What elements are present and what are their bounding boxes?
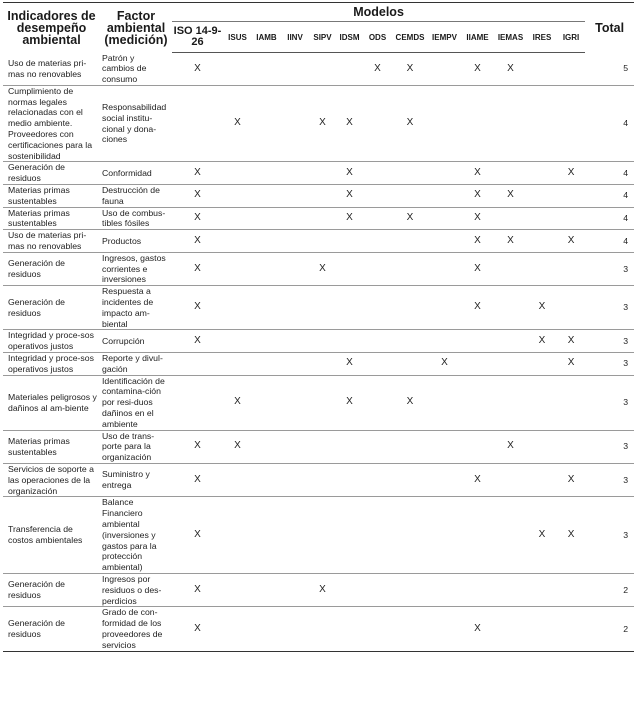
model-mark-cell: X: [336, 353, 363, 376]
model-mark-cell: X: [172, 497, 223, 574]
model-code-header: IIAME: [461, 22, 494, 53]
indicator-cell: Generación de residuos: [3, 573, 100, 606]
indicator-cell: Materias primas sustentables: [3, 185, 100, 208]
model-mark-cell: X: [527, 497, 557, 574]
model-mark-cell: [557, 573, 585, 606]
model-mark-cell: X: [336, 185, 363, 208]
model-mark-cell: [428, 185, 461, 208]
indicator-cell: Generación de residuos: [3, 252, 100, 285]
table-row: [3, 85, 634, 162]
model-mark-cell: [557, 286, 585, 330]
model-mark-cell: [223, 53, 252, 86]
model-mark-cell: [223, 463, 252, 496]
model-code-header: IEMAS: [494, 22, 527, 53]
model-mark-cell: [392, 353, 428, 376]
model-mark-cell: [494, 607, 527, 651]
model-mark-cell: [392, 573, 428, 606]
model-mark-cell: [281, 53, 309, 86]
model-mark-cell: [223, 286, 252, 330]
total-cell: 3: [585, 330, 634, 353]
model-mark-cell: [494, 162, 527, 185]
model-code-header: IEMPV: [428, 22, 461, 53]
model-mark-cell: X: [309, 573, 336, 606]
table-row: [3, 185, 634, 208]
model-mark-cell: [252, 463, 281, 496]
model-mark-cell: X: [172, 430, 223, 463]
model-mark-cell: [252, 353, 281, 376]
indicator-cell: Integridad y proce-sos operativos justos: [3, 330, 100, 353]
model-mark-cell: [392, 162, 428, 185]
model-mark-cell: [252, 53, 281, 86]
model-mark-cell: [252, 430, 281, 463]
model-mark-cell: [309, 185, 336, 208]
model-mark-cell: [363, 607, 392, 651]
model-mark-cell: [527, 230, 557, 253]
table-row: [3, 430, 634, 463]
model-mark-cell: [336, 230, 363, 253]
factor-cell: Grado de con-formidad de los proveedores de servicios: [100, 607, 172, 651]
model-mark-cell: [428, 497, 461, 574]
model-mark-cell: [363, 85, 392, 162]
model-code-header: ISUS: [223, 22, 252, 53]
model-mark-cell: [281, 252, 309, 285]
model-mark-cell: [309, 353, 336, 376]
model-mark-cell: [281, 185, 309, 208]
model-mark-cell: [557, 53, 585, 86]
table-row: [3, 497, 634, 574]
model-mark-cell: [363, 497, 392, 574]
total-cell: 3: [585, 430, 634, 463]
model-mark-cell: [428, 230, 461, 253]
total-cell: 3: [585, 252, 634, 285]
model-mark-cell: X: [392, 375, 428, 430]
model-mark-cell: [461, 85, 494, 162]
model-mark-cell: [363, 430, 392, 463]
model-mark-cell: [527, 162, 557, 185]
model-mark-cell: [336, 430, 363, 463]
model-mark-cell: X: [172, 53, 223, 86]
model-mark-cell: [461, 375, 494, 430]
total-cell: 4: [585, 85, 634, 162]
header-factor: Factor ambiental (medición): [100, 3, 172, 53]
header-models: Modelos: [172, 3, 585, 22]
model-mark-cell: [363, 286, 392, 330]
model-mark-cell: [252, 207, 281, 230]
model-mark-cell: X: [172, 330, 223, 353]
table-row: [3, 53, 634, 86]
model-mark-cell: [557, 85, 585, 162]
model-mark-cell: [527, 607, 557, 651]
model-mark-cell: [363, 573, 392, 606]
model-code-header: IINV: [281, 22, 309, 53]
model-mark-cell: [309, 607, 336, 651]
model-mark-cell: [172, 85, 223, 162]
model-mark-cell: X: [494, 185, 527, 208]
factor-cell: Suministro y entrega: [100, 463, 172, 496]
table-row: [3, 375, 634, 430]
total-cell: 4: [585, 207, 634, 230]
indicator-cell: Materias primas sustentables: [3, 430, 100, 463]
model-mark-cell: [494, 252, 527, 285]
model-mark-cell: [336, 330, 363, 353]
model-mark-cell: [336, 607, 363, 651]
model-mark-cell: X: [557, 162, 585, 185]
header-indicator: Indicadores de desempeño ambiental: [3, 3, 100, 53]
model-mark-cell: X: [223, 375, 252, 430]
factor-cell: Patrón y cambios de consumo: [100, 53, 172, 86]
model-mark-cell: [494, 353, 527, 376]
factor-cell: Destrucción de fauna: [100, 185, 172, 208]
model-mark-cell: [392, 330, 428, 353]
model-mark-cell: X: [392, 85, 428, 162]
model-mark-cell: [428, 162, 461, 185]
model-mark-cell: [428, 207, 461, 230]
model-mark-cell: [281, 573, 309, 606]
indicator-cell: Cumplimiento de normas legales relacionadas con el medio ambiente. Proveedores con certificaciones para la sostenibilidad: [3, 85, 100, 162]
model-mark-cell: [557, 252, 585, 285]
model-mark-cell: [172, 353, 223, 376]
model-mark-cell: [428, 85, 461, 162]
total-cell: 3: [585, 375, 634, 430]
model-mark-cell: [281, 330, 309, 353]
model-mark-cell: X: [527, 286, 557, 330]
factor-cell: Ingresos por residuos o des-perdicios: [100, 573, 172, 606]
model-mark-cell: [392, 252, 428, 285]
factor-cell: Productos: [100, 230, 172, 253]
model-mark-cell: X: [392, 53, 428, 86]
model-mark-cell: [428, 573, 461, 606]
factor-cell: Uso de trans-porte para la organización: [100, 430, 172, 463]
model-mark-cell: [363, 230, 392, 253]
model-mark-cell: [363, 252, 392, 285]
model-mark-cell: [336, 463, 363, 496]
total-cell: 3: [585, 353, 634, 376]
model-mark-cell: [281, 430, 309, 463]
model-mark-cell: [557, 375, 585, 430]
model-mark-cell: [281, 85, 309, 162]
model-mark-cell: [527, 375, 557, 430]
model-mark-cell: X: [172, 207, 223, 230]
model-mark-cell: X: [557, 230, 585, 253]
indicator-cell: Uso de materias pri-mas no renovables: [3, 53, 100, 86]
model-mark-cell: [281, 497, 309, 574]
model-mark-cell: [309, 430, 336, 463]
model-mark-cell: X: [461, 53, 494, 86]
model-mark-cell: [223, 353, 252, 376]
model-code-header: IAMB: [252, 22, 281, 53]
model-mark-cell: [557, 430, 585, 463]
model-mark-cell: [494, 85, 527, 162]
model-mark-cell: [392, 463, 428, 496]
model-mark-cell: [172, 375, 223, 430]
model-mark-cell: [336, 286, 363, 330]
model-mark-cell: [494, 573, 527, 606]
factor-cell: Corrupción: [100, 330, 172, 353]
model-mark-cell: X: [392, 207, 428, 230]
indicator-cell: Servicios de soporte a las operaciones de la organización: [3, 463, 100, 496]
model-mark-cell: [281, 286, 309, 330]
model-mark-cell: [309, 375, 336, 430]
indicator-cell: Uso de materias pri-mas no renovables: [3, 230, 100, 253]
indicator-cell: Transferencia de costos ambientales: [3, 497, 100, 574]
model-mark-cell: [392, 607, 428, 651]
total-cell: 4: [585, 230, 634, 253]
model-mark-cell: [363, 185, 392, 208]
model-mark-cell: [223, 207, 252, 230]
factor-cell: Identificación de contamina-ción por resi-duos dañinos en el ambiente: [100, 375, 172, 430]
model-mark-cell: [557, 207, 585, 230]
model-mark-cell: X: [461, 286, 494, 330]
model-code-header: SIPV: [309, 22, 336, 53]
model-mark-cell: [252, 252, 281, 285]
model-mark-cell: [252, 85, 281, 162]
table-row: [3, 230, 634, 253]
total-cell: 2: [585, 607, 634, 651]
model-mark-cell: [461, 573, 494, 606]
model-mark-cell: [461, 497, 494, 574]
model-mark-cell: X: [363, 53, 392, 86]
table-body: [3, 53, 634, 652]
model-mark-cell: X: [223, 430, 252, 463]
model-mark-cell: X: [172, 463, 223, 496]
model-mark-cell: [252, 162, 281, 185]
model-mark-cell: X: [428, 353, 461, 376]
model-mark-cell: [223, 162, 252, 185]
model-mark-cell: X: [557, 497, 585, 574]
model-mark-cell: [428, 375, 461, 430]
model-mark-cell: [336, 252, 363, 285]
model-mark-cell: [223, 252, 252, 285]
model-mark-cell: [281, 353, 309, 376]
factor-cell: Balance Financiero ambiental (inversiones y gastos para la protección ambiental): [100, 497, 172, 574]
model-mark-cell: X: [527, 330, 557, 353]
indicator-cell: Materias primas sustentables: [3, 207, 100, 230]
indicator-cell: Generación de residuos: [3, 162, 100, 185]
model-mark-cell: X: [557, 353, 585, 376]
model-mark-cell: [494, 330, 527, 353]
factor-cell: Uso de combus-tibles fósiles: [100, 207, 172, 230]
model-mark-cell: X: [461, 463, 494, 496]
model-mark-cell: [336, 573, 363, 606]
model-code-header: ODS: [363, 22, 392, 53]
model-mark-cell: [252, 185, 281, 208]
model-mark-cell: [527, 430, 557, 463]
model-mark-cell: [461, 430, 494, 463]
model-mark-cell: [494, 286, 527, 330]
model-mark-cell: [461, 353, 494, 376]
model-mark-cell: [557, 185, 585, 208]
table-row: [3, 252, 634, 285]
model-mark-cell: [527, 353, 557, 376]
model-mark-cell: X: [172, 230, 223, 253]
model-mark-cell: [392, 430, 428, 463]
model-mark-cell: X: [172, 607, 223, 651]
model-mark-cell: [223, 185, 252, 208]
model-mark-cell: [461, 330, 494, 353]
model-mark-cell: [281, 162, 309, 185]
model-mark-cell: X: [336, 85, 363, 162]
model-mark-cell: [223, 330, 252, 353]
table-row: [3, 463, 634, 496]
total-cell: 3: [585, 463, 634, 496]
table-row: [3, 330, 634, 353]
indicator-cell: Generación de residuos: [3, 607, 100, 651]
model-mark-cell: [494, 497, 527, 574]
model-mark-cell: [252, 607, 281, 651]
indicator-cell: Integridad y proce-sos operativos justos: [3, 353, 100, 376]
model-mark-cell: [281, 230, 309, 253]
total-cell: 3: [585, 286, 634, 330]
model-mark-cell: [281, 607, 309, 651]
model-mark-cell: X: [172, 185, 223, 208]
model-mark-cell: [428, 330, 461, 353]
model-mark-cell: [309, 330, 336, 353]
model-mark-cell: [527, 252, 557, 285]
model-mark-cell: X: [172, 573, 223, 606]
model-code-header: IDSM: [336, 22, 363, 53]
model-mark-cell: [428, 430, 461, 463]
factor-cell: Respuesta a incidentes de impacto am-biental: [100, 286, 172, 330]
model-mark-cell: [527, 185, 557, 208]
table-row: [3, 573, 634, 606]
model-mark-cell: [363, 162, 392, 185]
factor-cell: Conformidad: [100, 162, 172, 185]
model-mark-cell: [252, 497, 281, 574]
model-mark-cell: X: [336, 207, 363, 230]
model-mark-cell: X: [494, 53, 527, 86]
model-mark-cell: X: [223, 85, 252, 162]
model-mark-cell: [363, 207, 392, 230]
table-row: [3, 353, 634, 376]
model-mark-cell: X: [172, 252, 223, 285]
model-mark-cell: X: [461, 162, 494, 185]
model-mark-cell: X: [461, 185, 494, 208]
table-row: [3, 207, 634, 230]
model-mark-cell: X: [461, 230, 494, 253]
model-mark-cell: [309, 230, 336, 253]
model-mark-cell: [309, 463, 336, 496]
model-mark-cell: X: [494, 230, 527, 253]
model-code-header: IRES: [527, 22, 557, 53]
model-mark-cell: [252, 230, 281, 253]
model-mark-cell: [363, 463, 392, 496]
model-mark-cell: [252, 375, 281, 430]
model-mark-cell: [223, 497, 252, 574]
model-mark-cell: [252, 573, 281, 606]
model-mark-cell: [223, 230, 252, 253]
model-mark-cell: [309, 53, 336, 86]
indicator-cell: Generación de residuos: [3, 286, 100, 330]
model-code-header: ISO 14-9-26: [172, 22, 223, 53]
model-mark-cell: [527, 463, 557, 496]
factor-cell: Ingresos, gastos corrientes e inversiones: [100, 252, 172, 285]
model-mark-cell: X: [336, 162, 363, 185]
model-mark-cell: [363, 330, 392, 353]
model-mark-cell: [527, 207, 557, 230]
model-mark-cell: [363, 375, 392, 430]
model-mark-cell: [336, 497, 363, 574]
model-mark-cell: X: [309, 85, 336, 162]
model-mark-cell: [494, 463, 527, 496]
total-cell: 3: [585, 497, 634, 574]
model-mark-cell: X: [494, 430, 527, 463]
total-cell: 4: [585, 162, 634, 185]
factor-cell: Reporte y divul-gación: [100, 353, 172, 376]
model-mark-cell: [281, 207, 309, 230]
model-code-header: CEMDS: [392, 22, 428, 53]
total-cell: 5: [585, 53, 634, 86]
model-mark-cell: [252, 330, 281, 353]
model-mark-cell: [428, 607, 461, 651]
indicator-cell: Materiales peligrosos y dañinos al am-biente: [3, 375, 100, 430]
indicators-table: [3, 2, 634, 652]
model-mark-cell: X: [461, 207, 494, 230]
model-mark-cell: [527, 53, 557, 86]
model-mark-cell: [223, 607, 252, 651]
model-mark-cell: X: [557, 330, 585, 353]
model-mark-cell: [527, 573, 557, 606]
model-mark-cell: X: [309, 252, 336, 285]
model-mark-cell: [252, 286, 281, 330]
model-mark-cell: [336, 53, 363, 86]
total-cell: 4: [585, 185, 634, 208]
model-mark-cell: X: [461, 252, 494, 285]
model-mark-cell: [557, 607, 585, 651]
model-mark-cell: [392, 286, 428, 330]
model-mark-cell: [309, 162, 336, 185]
model-mark-cell: [392, 230, 428, 253]
model-mark-cell: X: [172, 286, 223, 330]
model-mark-cell: [223, 573, 252, 606]
factor-cell: Responsabilidad social institu-cional y dona-ciones: [100, 85, 172, 162]
model-mark-cell: [309, 497, 336, 574]
table-row: [3, 607, 634, 651]
model-mark-cell: [428, 463, 461, 496]
model-mark-cell: [281, 463, 309, 496]
model-mark-cell: [428, 53, 461, 86]
model-mark-cell: [428, 252, 461, 285]
model-mark-cell: [309, 207, 336, 230]
model-code-header: IGRI: [557, 22, 585, 53]
model-mark-cell: [309, 286, 336, 330]
table-row: [3, 286, 634, 330]
model-mark-cell: [527, 85, 557, 162]
model-mark-cell: X: [461, 607, 494, 651]
model-mark-cell: [281, 375, 309, 430]
model-mark-cell: [494, 207, 527, 230]
header-total: Total: [585, 3, 634, 53]
model-mark-cell: [392, 497, 428, 574]
model-mark-cell: X: [557, 463, 585, 496]
model-mark-cell: [392, 185, 428, 208]
model-mark-cell: [494, 375, 527, 430]
model-mark-cell: X: [336, 375, 363, 430]
table-row: [3, 162, 634, 185]
model-mark-cell: [428, 286, 461, 330]
model-mark-cell: X: [172, 162, 223, 185]
model-mark-cell: [363, 353, 392, 376]
total-cell: 2: [585, 573, 634, 606]
